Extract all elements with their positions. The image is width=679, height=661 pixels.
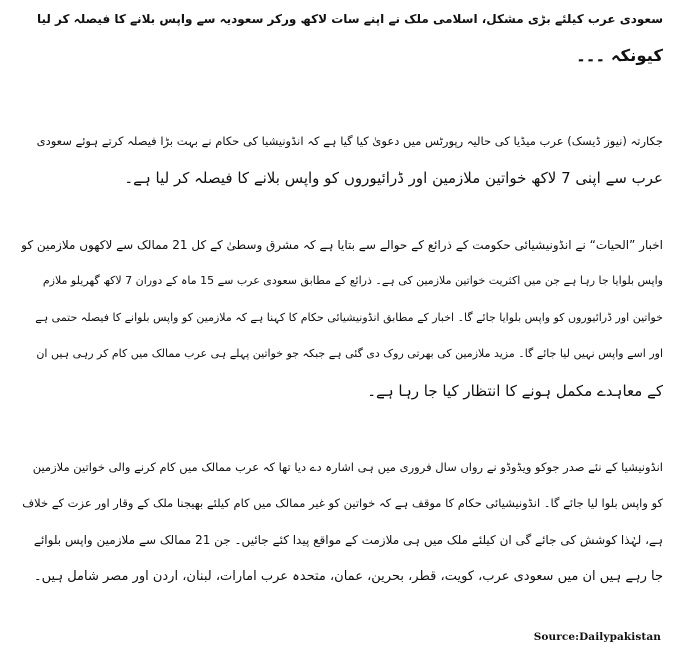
headline-line: سعودی عرب کیلئے بڑی مشکل، اسلامی ملک نے اپنے سات لاکھ ورکر سعودیہ سے واپس بلانے کا فیصلہ کر لیا — [36, 12, 663, 26]
paragraph-line: عرب سے اپنی 7 لاکھ خواتین ملازمین اور ڈرائیوروں کو واپس بلانے کا فیصلہ کر لیا ہے۔ — [124, 169, 663, 187]
paragraph-line: کے معاہدے مکمل ہونے کا انتظار کیا جا رہا ہے۔ — [367, 382, 663, 400]
paragraph-line: خواتین اور ڈرائیوروں کو واپس بلوایا جائے گا۔ اخبار کے مطابق انڈونیشیائی حکام کا کہنا ہے کہ ملازمین کو واپس بلوانے کا فیصلہ حتمی ہے — [35, 311, 663, 324]
headline-line: کیونکہ ۔۔۔ — [576, 46, 663, 65]
paragraph-line: اور اسے واپس نہیں لیا جائے گا۔ مزید ملازمین کی بھرتی روک دی گئی ہے جبکہ جو خواتین پہلے ہی عرب ممالک میں کام کر رہی ہیں ان — [36, 347, 663, 360]
paragraph-line: اخبار ”الحیات“ نے انڈونیشیائی حکومت کے ذرائع کے حوالے سے بتایا ہے کہ مشرق وسطیٰ کے کل 21 ممالک سے لاکھوں ملازمین کو — [21, 238, 663, 252]
paragraph-line: واپس بلوایا جا رہا ہے جن میں اکثریت خواتین ملازمین کی ہے۔ ذرائع کے مطابق سعودی عرب سے 15 ماہ کے دوران 7 لاکھ گھریلو ملازم — [42, 274, 663, 287]
paragraph-line: ہے، لہٰذا کوشش کی جائے گی ان کیلئے ملک میں ہی ملازمت کے مواقع پیدا کئے جائیں۔ جن 21 ممالک سے ملازمین واپس بلوائے — [33, 533, 663, 547]
paragraph-line: جا رہے ہیں ان میں سعودی عرب، کویت، قطر، بحرین، عمان، متحدہ عرب امارات، لبنان، اردن اور مصر شامل ہیں۔ — [34, 569, 663, 584]
paragraph-line: کو واپس بلوا لیا جائے گا۔ انڈونیشیائی حکام کا موقف ہے کہ خواتین کو غیر ممالک میں کام کیلئے بھیجنا ملک کے وقار اور عزت کے خلاف — [22, 496, 663, 510]
paragraph-line: انڈونیشیا کے نئے صدر جوکو ویڈوڈو نے رواں سال فروری میں ہی اشارہ دے دیا تھا کہ عرب ممالک میں کام کرنے والی خواتین ملازمین — [32, 460, 663, 474]
paragraph-line: جکارتہ (نیوز ڈیسک) عرب میڈیا کی حالیہ رپورٹس میں دعویٰ کیا گیا ہے کہ انڈونیشیا کی حکام نے بہت بڑا فیصلہ کرتے ہوئے سعودی — [36, 134, 663, 148]
source-credit: Source:Dailypakistan — [533, 631, 661, 643]
